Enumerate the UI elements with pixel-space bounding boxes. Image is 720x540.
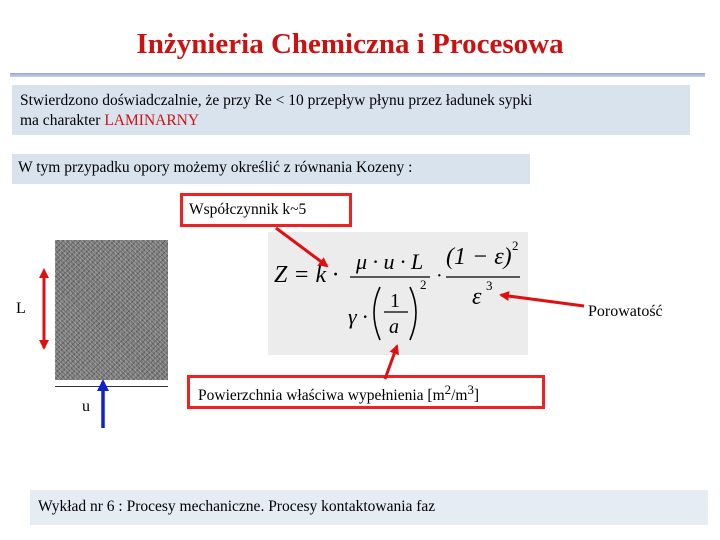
exponent-two-a: 2: [420, 277, 427, 292]
laminar-highlight: LAMINARNY: [104, 112, 200, 129]
units-close: ]: [473, 387, 480, 405]
porosity-arrow: [501, 295, 584, 306]
coefficient-label: Współczynnik k~5: [189, 201, 307, 218]
units-sup-3: 3: [467, 382, 474, 397]
velocity-label: u: [82, 398, 90, 415]
porosity-label: Porowatość: [588, 303, 663, 320]
kozeny-text: W tym przypadku opory możemy określić z równania Kozeny :: [18, 159, 413, 176]
fraction-one: 1: [390, 290, 400, 312]
exponent-three: 3: [486, 278, 493, 293]
exponent-two-b: 2: [512, 238, 519, 253]
intro-text-line2: ma charakter: [20, 112, 105, 129]
units-slash: /m: [451, 387, 468, 405]
page-title: Inżynieria Chemiczna i Procesowa: [136, 28, 564, 60]
footer-bar: [30, 490, 708, 525]
specific-surface-label: Powierzchnia właściwa wypełnienia [m: [198, 387, 445, 405]
equation-lhs: Z = k ·: [274, 262, 339, 288]
intro-text: Stwierdzono doświadczalnie, że przy Re < 10 przepływ płynu przez ładunek sypki: [20, 92, 533, 109]
units-sup-2: 2: [444, 382, 452, 397]
dot-operator: ·: [436, 265, 443, 287]
length-label: L: [16, 300, 26, 317]
equation-gamma: γ ·: [348, 304, 368, 329]
surface-arrow: [385, 346, 397, 379]
equation-epsilon: ε: [472, 284, 482, 310]
fraction-a: a: [389, 316, 399, 338]
footer-text: Wykład nr 6 : Procesy mechaniczne. Procesy kontaktowania faz: [38, 498, 436, 515]
coefficient-arrow: [276, 228, 327, 266]
equation-numerator: μ · u · L: [356, 249, 424, 274]
equation-one-minus-eps: (1 − ε): [446, 244, 512, 270]
